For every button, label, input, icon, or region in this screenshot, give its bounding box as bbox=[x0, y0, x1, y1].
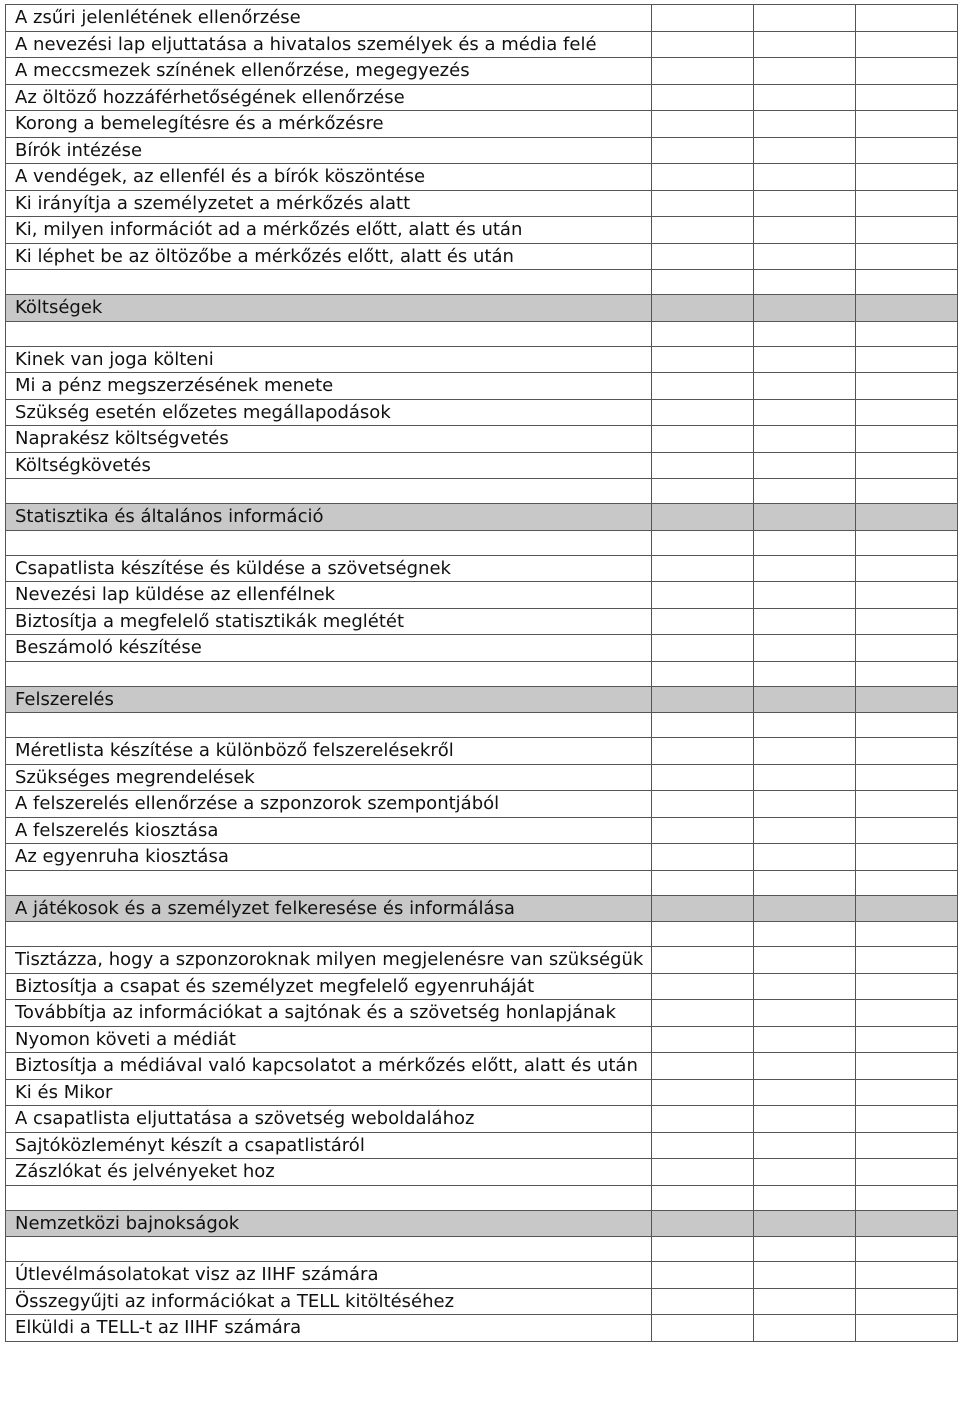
task-row bbox=[6, 1026, 958, 1053]
check-cell bbox=[753, 270, 855, 295]
check-cell bbox=[651, 399, 753, 426]
check-cell bbox=[855, 947, 957, 974]
task-label: Csapatlista készítése és küldése a szövetségnek bbox=[6, 555, 652, 582]
check-cell bbox=[855, 895, 957, 922]
check-cell bbox=[855, 738, 957, 765]
check-cell bbox=[651, 5, 753, 32]
spacer-row bbox=[6, 270, 958, 295]
check-cell bbox=[753, 973, 855, 1000]
check-cell bbox=[855, 1159, 957, 1186]
section-title: Költségek bbox=[6, 295, 652, 322]
spacer-cell bbox=[6, 870, 652, 895]
check-cell bbox=[753, 1210, 855, 1237]
check-cell bbox=[753, 661, 855, 686]
task-row bbox=[6, 137, 958, 164]
check-cell bbox=[855, 243, 957, 270]
task-row bbox=[6, 738, 958, 765]
task-label: Bírók intézése bbox=[6, 137, 652, 164]
check-cell bbox=[651, 608, 753, 635]
check-cell bbox=[855, 31, 957, 58]
check-cell bbox=[855, 791, 957, 818]
check-cell bbox=[855, 84, 957, 111]
task-row bbox=[6, 817, 958, 844]
check-cell bbox=[753, 1026, 855, 1053]
spacer-cell bbox=[6, 713, 652, 738]
check-cell bbox=[753, 31, 855, 58]
spacer-row bbox=[6, 530, 958, 555]
check-cell bbox=[855, 764, 957, 791]
task-row bbox=[6, 791, 958, 818]
check-cell bbox=[753, 426, 855, 453]
task-label: A csapatlista eljuttatása a szövetség weboldalához bbox=[6, 1106, 652, 1133]
spacer-cell bbox=[6, 661, 652, 686]
check-cell bbox=[651, 922, 753, 947]
check-cell bbox=[855, 713, 957, 738]
task-row bbox=[6, 373, 958, 400]
check-cell bbox=[855, 164, 957, 191]
check-cell bbox=[651, 1159, 753, 1186]
check-cell bbox=[651, 1053, 753, 1080]
check-cell bbox=[753, 555, 855, 582]
check-cell bbox=[753, 791, 855, 818]
check-cell bbox=[753, 137, 855, 164]
check-cell bbox=[651, 373, 753, 400]
task-row bbox=[6, 844, 958, 871]
check-cell bbox=[651, 764, 753, 791]
spacer-row bbox=[6, 479, 958, 504]
task-row bbox=[6, 346, 958, 373]
check-cell bbox=[651, 1315, 753, 1342]
check-cell bbox=[855, 399, 957, 426]
task-row bbox=[6, 1288, 958, 1315]
check-cell bbox=[651, 137, 753, 164]
task-row bbox=[6, 31, 958, 58]
check-cell bbox=[753, 452, 855, 479]
check-cell bbox=[651, 1106, 753, 1133]
check-cell bbox=[855, 504, 957, 531]
check-cell bbox=[651, 635, 753, 662]
check-cell bbox=[651, 1026, 753, 1053]
check-cell bbox=[651, 346, 753, 373]
check-cell bbox=[651, 321, 753, 346]
spacer-cell bbox=[6, 321, 652, 346]
check-cell bbox=[651, 947, 753, 974]
check-cell bbox=[855, 817, 957, 844]
task-row bbox=[6, 973, 958, 1000]
task-label: A felszerelés ellenőrzése a szponzorok szempontjából bbox=[6, 791, 652, 818]
task-row bbox=[6, 1000, 958, 1027]
task-label: Szükség esetén előzetes megállapodások bbox=[6, 399, 652, 426]
task-row bbox=[6, 635, 958, 662]
task-row bbox=[6, 5, 958, 32]
check-cell bbox=[753, 1132, 855, 1159]
task-label: Költségkövetés bbox=[6, 452, 652, 479]
task-row bbox=[6, 111, 958, 138]
task-label: Biztosítja a megfelelő statisztikák meglétét bbox=[6, 608, 652, 635]
check-cell bbox=[651, 217, 753, 244]
task-row bbox=[6, 764, 958, 791]
task-row bbox=[6, 1159, 958, 1186]
check-cell bbox=[651, 1185, 753, 1210]
check-cell bbox=[651, 479, 753, 504]
check-cell bbox=[753, 1079, 855, 1106]
spacer-cell bbox=[6, 1185, 652, 1210]
check-cell bbox=[651, 555, 753, 582]
check-cell bbox=[753, 1237, 855, 1262]
check-cell bbox=[651, 426, 753, 453]
check-cell bbox=[753, 479, 855, 504]
check-cell bbox=[651, 661, 753, 686]
task-label: Méretlista készítése a különböző felszerelésekről bbox=[6, 738, 652, 765]
check-cell bbox=[651, 791, 753, 818]
task-label: Ki léphet be az öltözőbe a mérkőzés előtt, alatt és után bbox=[6, 243, 652, 270]
check-cell bbox=[855, 426, 957, 453]
spacer-cell bbox=[6, 479, 652, 504]
check-cell bbox=[855, 1000, 957, 1027]
section-title: Nemzetközi bajnokságok bbox=[6, 1210, 652, 1237]
check-cell bbox=[651, 686, 753, 713]
checklist-table bbox=[5, 4, 958, 1342]
check-cell bbox=[753, 635, 855, 662]
check-cell bbox=[855, 111, 957, 138]
section-title: Felszerelés bbox=[6, 686, 652, 713]
task-label: Biztosítja a médiával való kapcsolatot a mérkőzés előtt, alatt és után bbox=[6, 1053, 652, 1080]
check-cell bbox=[753, 738, 855, 765]
task-label: Naprakész költségvetés bbox=[6, 426, 652, 453]
task-label: A felszerelés kiosztása bbox=[6, 817, 652, 844]
check-cell bbox=[855, 1026, 957, 1053]
spacer-row bbox=[6, 713, 958, 738]
check-cell bbox=[651, 504, 753, 531]
check-cell bbox=[651, 164, 753, 191]
spacer-row bbox=[6, 661, 958, 686]
check-cell bbox=[753, 1053, 855, 1080]
check-cell bbox=[753, 530, 855, 555]
spacer-row bbox=[6, 870, 958, 895]
check-cell bbox=[651, 1262, 753, 1289]
task-label: Ki, milyen információt ad a mérkőzés előtt, alatt és után bbox=[6, 217, 652, 244]
section-header-row bbox=[6, 295, 958, 322]
check-cell bbox=[753, 164, 855, 191]
check-cell bbox=[753, 5, 855, 32]
check-cell bbox=[855, 321, 957, 346]
check-cell bbox=[753, 1159, 855, 1186]
check-cell bbox=[753, 190, 855, 217]
task-row bbox=[6, 1053, 958, 1080]
task-label: Továbbítja az információkat a sajtónak és a szövetség honlapjának bbox=[6, 1000, 652, 1027]
check-cell bbox=[651, 844, 753, 871]
check-cell bbox=[651, 1000, 753, 1027]
check-cell bbox=[855, 686, 957, 713]
check-cell bbox=[855, 137, 957, 164]
check-cell bbox=[855, 479, 957, 504]
task-label: Zászlókat és jelvényeket hoz bbox=[6, 1159, 652, 1186]
section-header-row bbox=[6, 895, 958, 922]
task-label: Tisztázza, hogy a szponzoroknak milyen megjelenésre van szükségük bbox=[6, 947, 652, 974]
task-label: A vendégek, az ellenfél és a bírók köszöntése bbox=[6, 164, 652, 191]
check-cell bbox=[753, 686, 855, 713]
task-label: A zsűri jelenlétének ellenőrzése bbox=[6, 5, 652, 32]
task-label: Ki irányítja a személyzetet a mérkőzés alatt bbox=[6, 190, 652, 217]
check-cell bbox=[651, 58, 753, 85]
check-cell bbox=[855, 217, 957, 244]
check-cell bbox=[651, 1079, 753, 1106]
check-cell bbox=[753, 947, 855, 974]
check-cell bbox=[651, 190, 753, 217]
check-cell bbox=[855, 555, 957, 582]
check-cell bbox=[651, 270, 753, 295]
check-cell bbox=[855, 870, 957, 895]
task-row bbox=[6, 84, 958, 111]
check-cell bbox=[753, 713, 855, 738]
task-label: Nevezési lap küldése az ellenfélnek bbox=[6, 582, 652, 609]
check-cell bbox=[753, 243, 855, 270]
check-cell bbox=[753, 1288, 855, 1315]
task-label: A nevezési lap eljuttatása a hivatalos személyek és a média felé bbox=[6, 31, 652, 58]
task-row bbox=[6, 426, 958, 453]
task-row bbox=[6, 399, 958, 426]
task-label: Nyomon követi a médiát bbox=[6, 1026, 652, 1053]
check-cell bbox=[855, 1079, 957, 1106]
check-cell bbox=[753, 895, 855, 922]
check-cell bbox=[855, 844, 957, 871]
check-cell bbox=[855, 1210, 957, 1237]
check-cell bbox=[753, 1106, 855, 1133]
task-row bbox=[6, 1106, 958, 1133]
check-cell bbox=[651, 295, 753, 322]
spacer-row bbox=[6, 1237, 958, 1262]
check-cell bbox=[651, 738, 753, 765]
task-label: Sajtóközleményt készít a csapatlistáról bbox=[6, 1132, 652, 1159]
check-cell bbox=[753, 844, 855, 871]
check-cell bbox=[651, 530, 753, 555]
spacer-row bbox=[6, 321, 958, 346]
task-row bbox=[6, 1262, 958, 1289]
check-cell bbox=[753, 373, 855, 400]
task-label: Mi a pénz megszerzésének menete bbox=[6, 373, 652, 400]
spacer-cell bbox=[6, 270, 652, 295]
check-cell bbox=[651, 1237, 753, 1262]
task-row bbox=[6, 58, 958, 85]
check-cell bbox=[855, 530, 957, 555]
spacer-cell bbox=[6, 922, 652, 947]
check-cell bbox=[651, 1132, 753, 1159]
spacer-cell bbox=[6, 530, 652, 555]
check-cell bbox=[651, 973, 753, 1000]
task-row bbox=[6, 190, 958, 217]
check-cell bbox=[651, 713, 753, 738]
check-cell bbox=[753, 346, 855, 373]
check-cell bbox=[855, 1053, 957, 1080]
task-row bbox=[6, 164, 958, 191]
check-cell bbox=[855, 270, 957, 295]
check-cell bbox=[753, 295, 855, 322]
check-cell bbox=[855, 58, 957, 85]
check-cell bbox=[651, 1210, 753, 1237]
check-cell bbox=[753, 870, 855, 895]
section-title: Statisztika és általános információ bbox=[6, 504, 652, 531]
check-cell bbox=[855, 1315, 957, 1342]
check-cell bbox=[855, 1132, 957, 1159]
task-label: Összegyűjti az információkat a TELL kitöltéséhez bbox=[6, 1288, 652, 1315]
check-cell bbox=[753, 399, 855, 426]
section-header-row bbox=[6, 686, 958, 713]
check-cell bbox=[855, 1106, 957, 1133]
check-cell bbox=[651, 84, 753, 111]
check-cell bbox=[855, 922, 957, 947]
check-cell bbox=[651, 452, 753, 479]
spacer-cell bbox=[6, 1237, 652, 1262]
task-label: Az öltöző hozzáférhetőségének ellenőrzése bbox=[6, 84, 652, 111]
task-label: Szükséges megrendelések bbox=[6, 764, 652, 791]
check-cell bbox=[855, 1262, 957, 1289]
check-cell bbox=[753, 582, 855, 609]
check-cell bbox=[753, 504, 855, 531]
check-cell bbox=[651, 582, 753, 609]
check-cell bbox=[651, 895, 753, 922]
task-label: Kinek van joga költeni bbox=[6, 346, 652, 373]
check-cell bbox=[753, 922, 855, 947]
check-cell bbox=[753, 1185, 855, 1210]
check-cell bbox=[651, 111, 753, 138]
task-row bbox=[6, 947, 958, 974]
check-cell bbox=[753, 84, 855, 111]
check-cell bbox=[651, 870, 753, 895]
task-label: Útlevélmásolatokat visz az IIHF számára bbox=[6, 1262, 652, 1289]
spacer-row bbox=[6, 922, 958, 947]
check-cell bbox=[855, 346, 957, 373]
task-label: Az egyenruha kiosztása bbox=[6, 844, 652, 871]
check-cell bbox=[855, 373, 957, 400]
task-row bbox=[6, 608, 958, 635]
check-cell bbox=[651, 243, 753, 270]
check-cell bbox=[753, 1000, 855, 1027]
check-cell bbox=[855, 635, 957, 662]
check-cell bbox=[651, 817, 753, 844]
check-cell bbox=[855, 1237, 957, 1262]
task-row bbox=[6, 452, 958, 479]
check-cell bbox=[855, 582, 957, 609]
checklist-body bbox=[6, 5, 958, 1342]
check-cell bbox=[753, 217, 855, 244]
check-cell bbox=[753, 608, 855, 635]
task-row bbox=[6, 555, 958, 582]
check-cell bbox=[855, 190, 957, 217]
task-row bbox=[6, 217, 958, 244]
check-cell bbox=[855, 608, 957, 635]
task-label: Beszámoló készítése bbox=[6, 635, 652, 662]
check-cell bbox=[753, 764, 855, 791]
task-row bbox=[6, 243, 958, 270]
check-cell bbox=[753, 1315, 855, 1342]
check-cell bbox=[753, 321, 855, 346]
check-cell bbox=[855, 973, 957, 1000]
check-cell bbox=[855, 1288, 957, 1315]
task-label: Biztosítja a csapat és személyzet megfelelő egyenruháját bbox=[6, 973, 652, 1000]
task-label: A meccsmezek színének ellenőrzése, megegyezés bbox=[6, 58, 652, 85]
check-cell bbox=[753, 1262, 855, 1289]
section-header-row bbox=[6, 1210, 958, 1237]
check-cell bbox=[753, 58, 855, 85]
check-cell bbox=[855, 661, 957, 686]
task-label: Elküldi a TELL-t az IIHF számára bbox=[6, 1315, 652, 1342]
check-cell bbox=[753, 817, 855, 844]
task-row bbox=[6, 582, 958, 609]
section-header-row bbox=[6, 504, 958, 531]
check-cell bbox=[855, 295, 957, 322]
task-row bbox=[6, 1132, 958, 1159]
task-row bbox=[6, 1315, 958, 1342]
task-label: Korong a bemelegítésre és a mérkőzésre bbox=[6, 111, 652, 138]
check-cell bbox=[651, 31, 753, 58]
task-label: Ki és Mikor bbox=[6, 1079, 652, 1106]
spacer-row bbox=[6, 1185, 958, 1210]
check-cell bbox=[855, 1185, 957, 1210]
check-cell bbox=[753, 111, 855, 138]
check-cell bbox=[651, 1288, 753, 1315]
check-cell bbox=[855, 452, 957, 479]
task-row bbox=[6, 1079, 958, 1106]
check-cell bbox=[855, 5, 957, 32]
section-title: A játékosok és a személyzet felkeresése és informálása bbox=[6, 895, 652, 922]
